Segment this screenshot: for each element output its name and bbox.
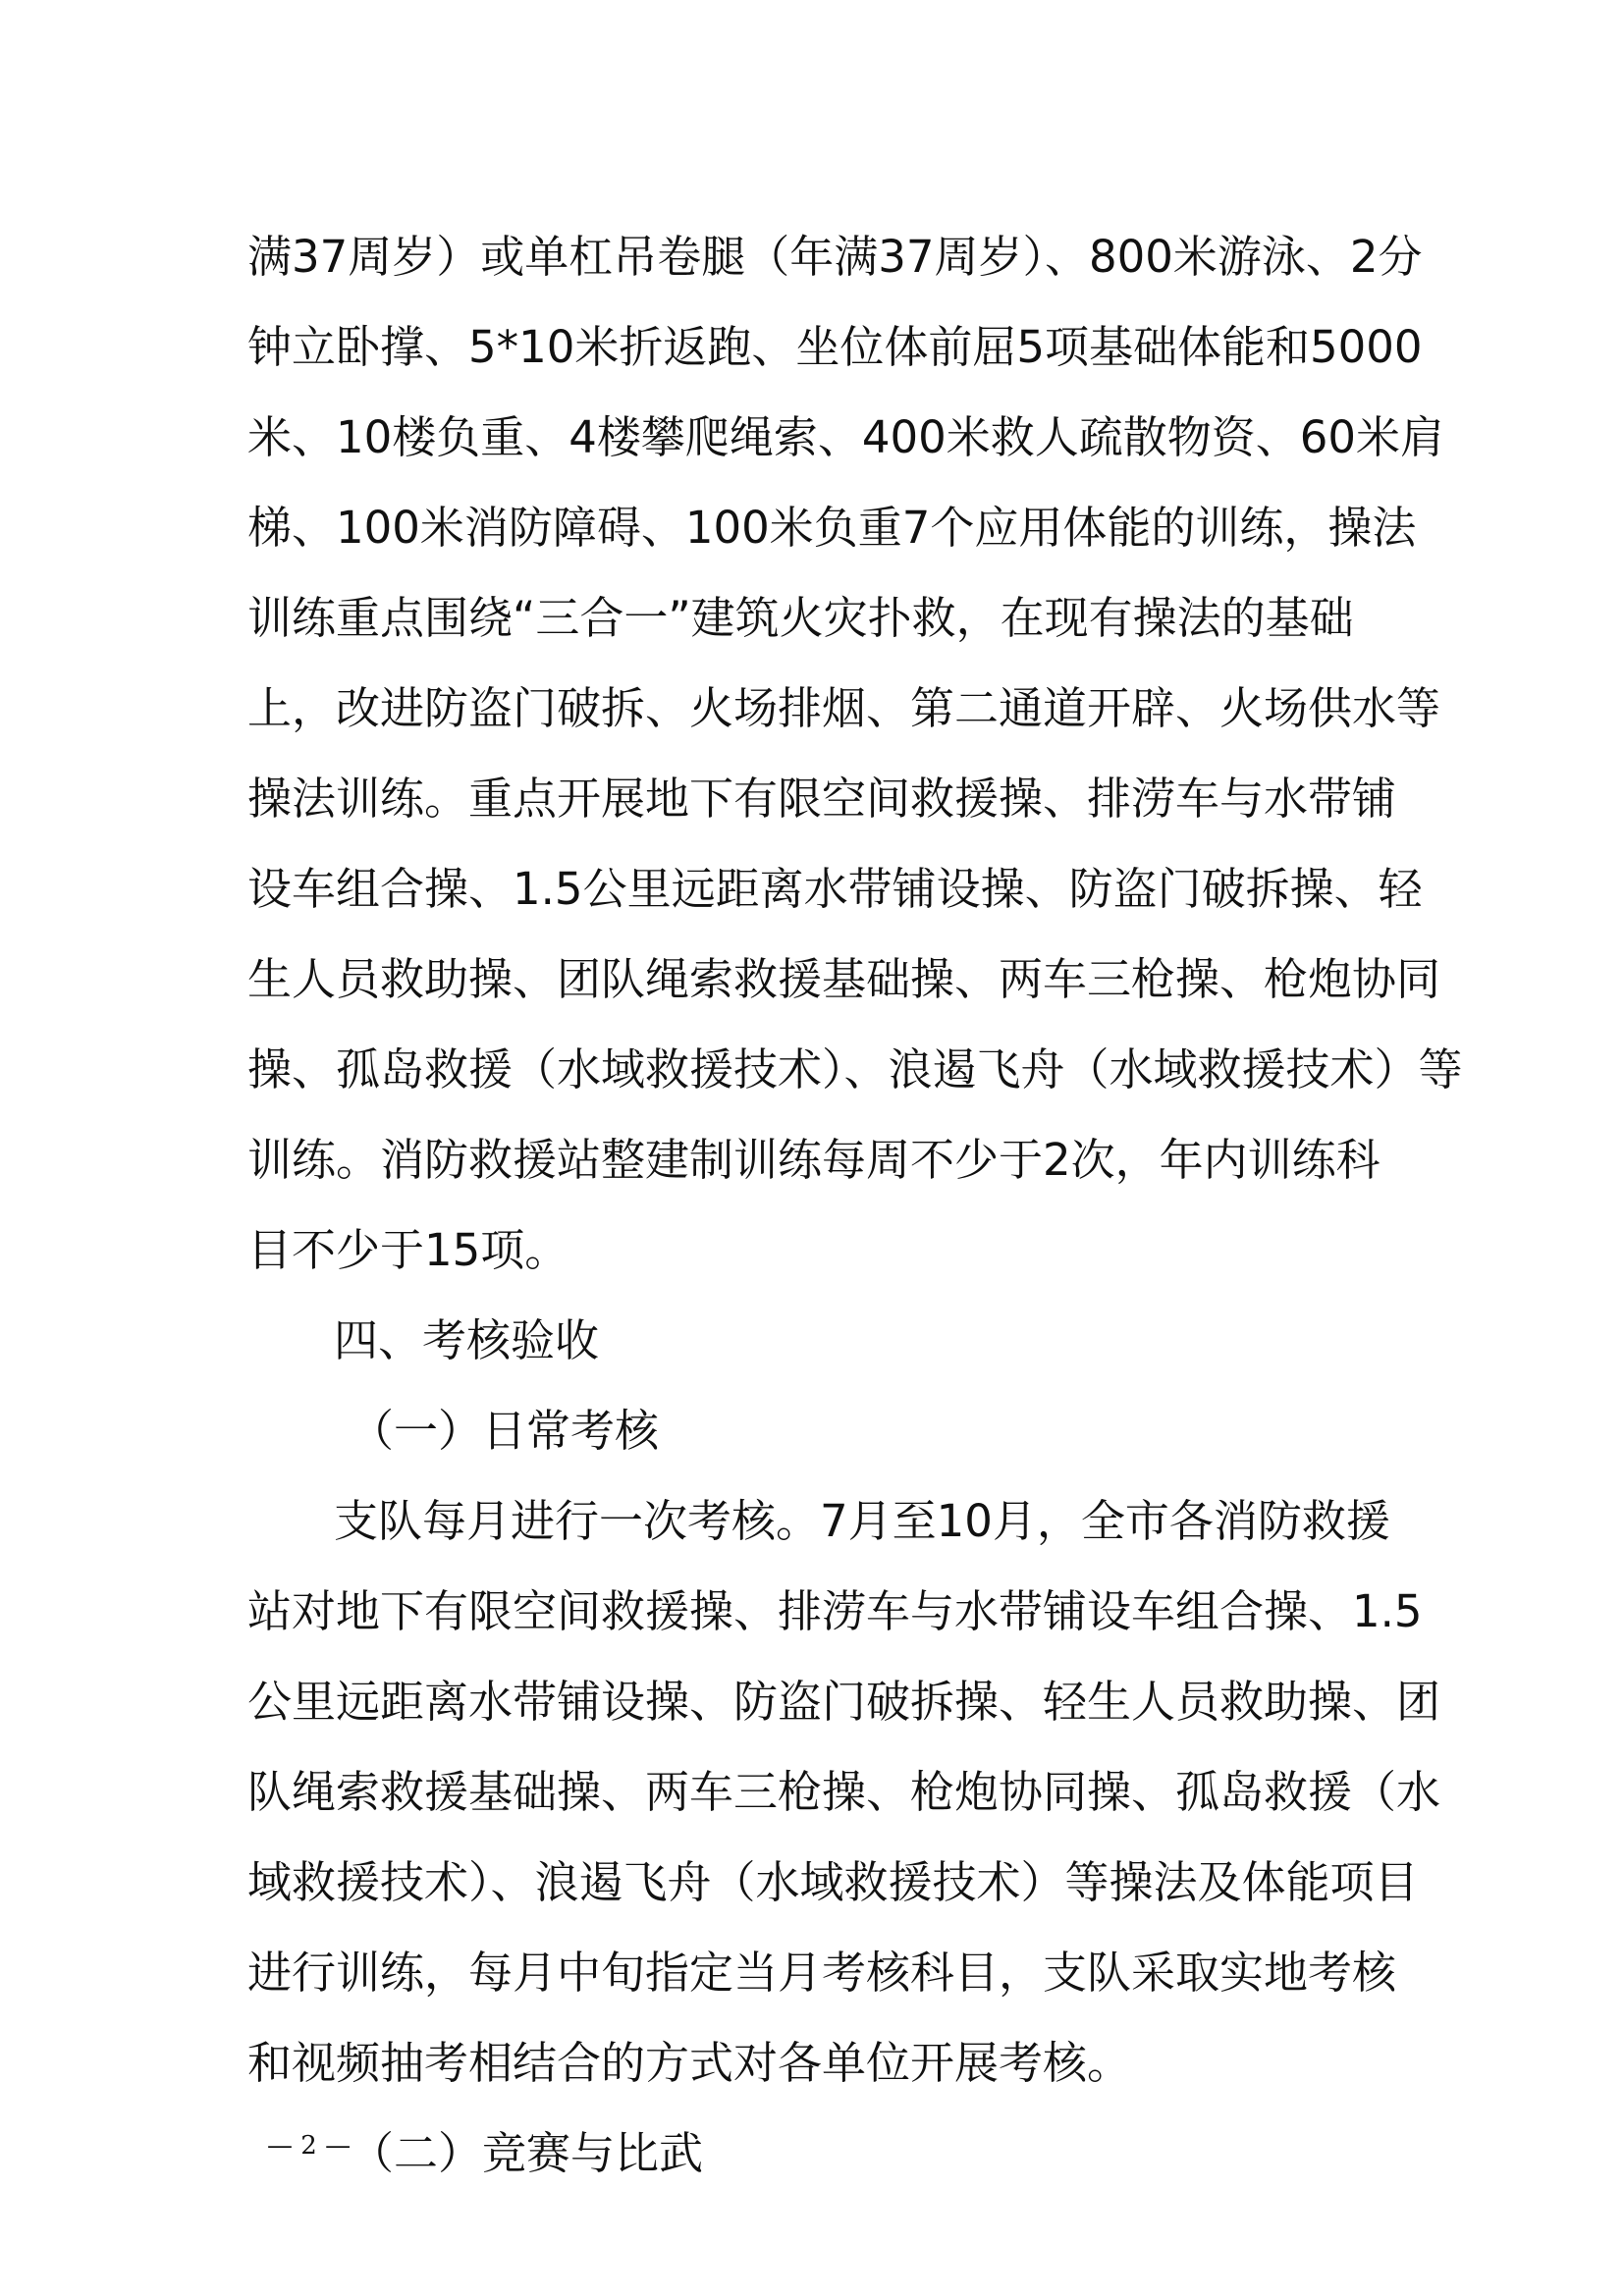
body-line: 梯、100米消防障碍、100米负重7个应用体能的训练，操法: [247, 502, 1417, 554]
body-line: 生人员救助操、团队绳索救援基础操、两车三枪操、枪炮协同: [247, 953, 1441, 1005]
body-line: 钟立卧撑、5*10米折返跑、坐位体前屈5项基础体能和5000: [247, 321, 1423, 373]
section-heading: 四、考核验收: [334, 1314, 600, 1366]
body-line: 米、10楼负重、4楼攀爬绳索、400米救人疏散物资、60米肩: [247, 411, 1445, 463]
page-number: — 2 —: [267, 2131, 352, 2161]
body-line: 操、孤岛救援（水域救援技术）、浪遏飞舟（水域救援技术）等: [247, 1043, 1463, 1095]
body-line: 目不少于15项。: [247, 1224, 569, 1276]
body-line: 和视频抽考相结合的方式对各单位开展考核。: [247, 2037, 1132, 2089]
body-line: 满37周岁）或单杠吊卷腿（年满37周岁）、800米游泳、2分: [247, 231, 1423, 283]
body-line: 公里远距离水带铺设操、防盗门破拆操、轻生人员救助操、团: [247, 1676, 1441, 1728]
body-line: 支队每月进行一次考核。7月至10月，全市各消防救援: [334, 1495, 1390, 1547]
body-line: 站对地下有限空间救援操、排涝车与水带铺设车组合操、1.5: [247, 1585, 1423, 1637]
body-line: 训练重点围绕“三合一”建筑火灾扑救，在现有操法的基础: [247, 592, 1354, 644]
subsection-heading: （一）日常考核: [350, 1405, 660, 1457]
body-line: 设车组合操、1.5公里远距离水带铺设操、防盗门破拆操、轻: [247, 863, 1423, 915]
body-line: 域救援技术）、浪遏飞舟（水域救援技术）等操法及体能项目: [247, 1856, 1419, 1908]
body-line: 进行训练，每月中旬指定当月考核科目，支队采取实地考核: [247, 1947, 1397, 1999]
subsection-heading: （二）竞赛与比武: [350, 2127, 704, 2179]
body-line: 操法训练。重点开展地下有限空间救援操、排涝车与水带铺: [247, 773, 1397, 825]
body-line: 队绳索救援基础操、两车三枪操、枪炮协同操、孤岛救援（水: [247, 1766, 1441, 1818]
body-line: 训练。消防救援站整建制训练每周不少于2次，年内训练科: [247, 1134, 1380, 1186]
body-line: 上，改进防盗门破拆、火场排烟、第二通道开辟、火场供水等: [247, 682, 1441, 734]
